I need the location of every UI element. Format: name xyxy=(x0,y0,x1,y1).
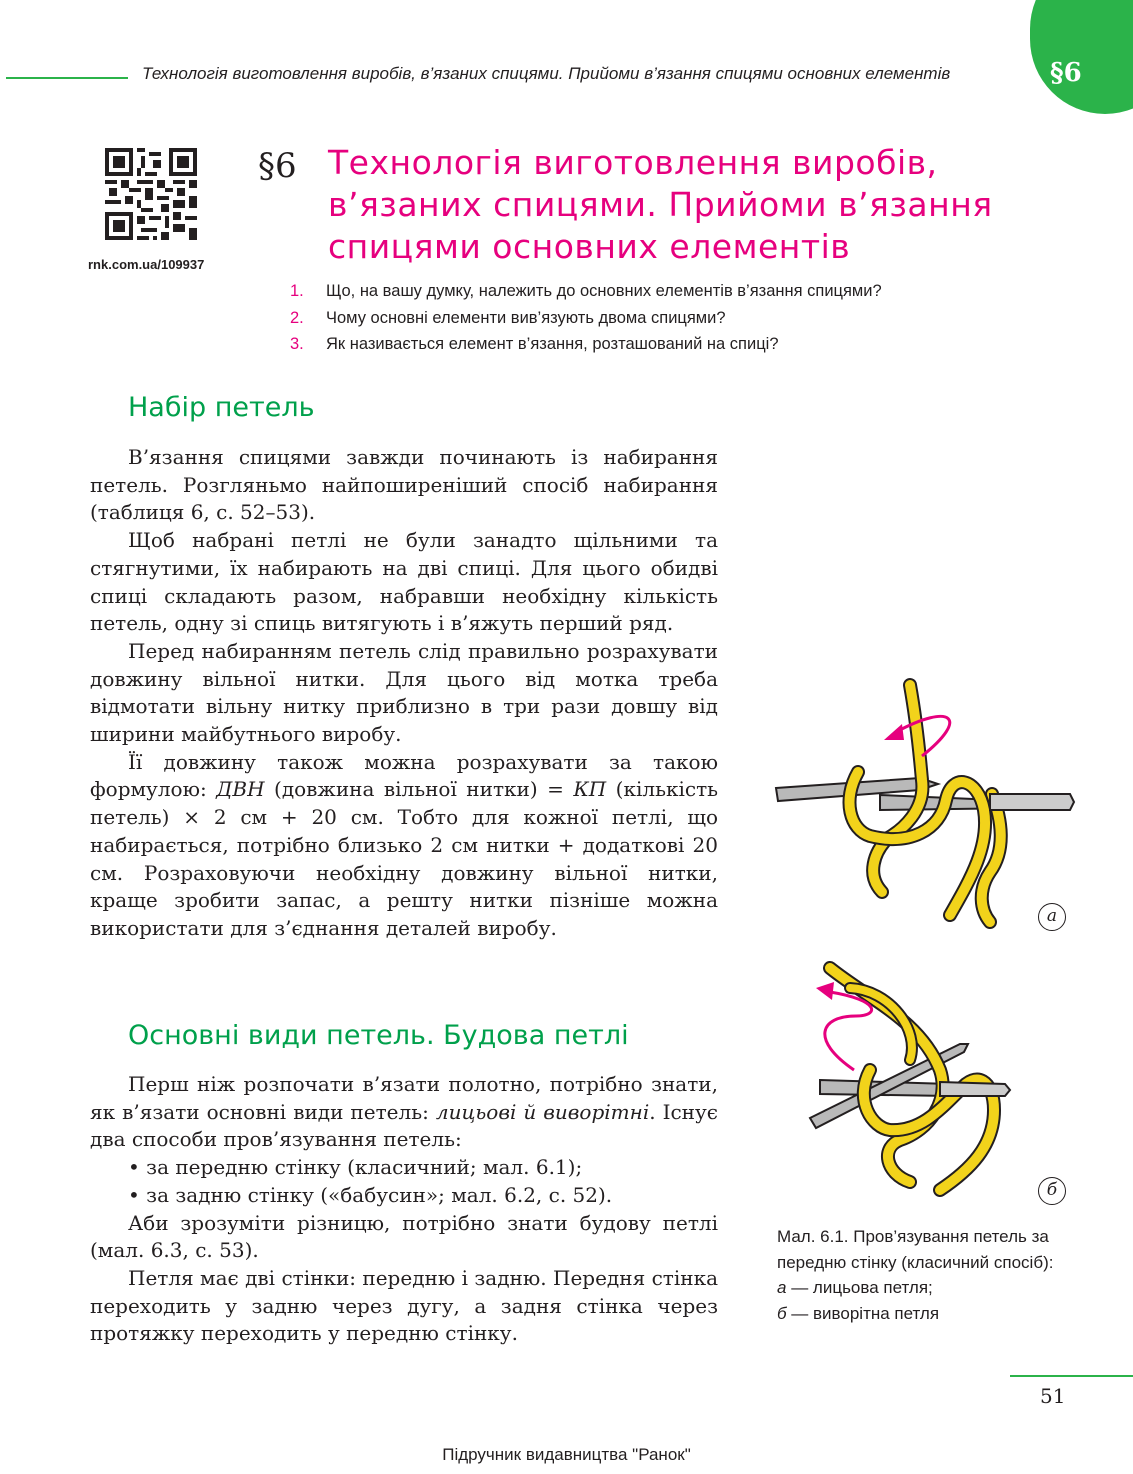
text: . Існує два способи пров’язування петель: xyxy=(90,1099,718,1152)
emphasis: лицьові й виворітні xyxy=(435,1099,650,1124)
caption-line-a xyxy=(777,1275,1077,1301)
footer-rule xyxy=(1010,1375,1133,1377)
header-rule xyxy=(6,77,128,79)
text: Перш ніж розпочати в’язати полотно, потрібно знати, як в’язати основні види петель: xyxy=(90,1072,718,1124)
section-badge: §6 xyxy=(1050,58,1082,88)
caption-title: Мал. 6.1. Пров’язування петель за передню стінку (класичний спосіб): xyxy=(777,1227,1054,1272)
running-title: Технологія виготовлення виробів, в’язаних спицями. Прийоми в’язання спицями основних елементів xyxy=(142,64,951,83)
question-number: 1. xyxy=(290,282,304,300)
figure-label-b: б xyxy=(1038,1177,1066,1205)
figure-caption xyxy=(777,1224,1077,1326)
paragraph: Аби зрозуміти різницю, потрібно знати будову петлі (мал. 6.3, с. 53). xyxy=(90,1210,718,1263)
qr-url[interactable]: rnk.com.ua/109937 xyxy=(88,257,205,272)
questions-list xyxy=(290,282,1050,362)
question-text: Що, на вашу думку, належить до основних елементів в’язання спицями? xyxy=(326,282,882,300)
caption-text: — лицьова петля; xyxy=(786,1278,933,1297)
caption-text: — виворітна петля xyxy=(786,1303,940,1323)
paragraph: Щоб набрані петлі не були занадто щільними та стягнутими, їх набирають на дві спиці. Для цього обидві спиці складають разом, набравши необхідну кількість петель, одну зі спиць витягують і в’яжуть перший ряд. xyxy=(90,528,718,636)
subsection-heading-cast-on: Набір петель xyxy=(128,392,315,423)
bullet-item: • за задню стінку («бабусин»; мал. 6.2, с. 52). xyxy=(128,1182,613,1207)
question-item xyxy=(290,282,1050,309)
question-number: 3. xyxy=(290,335,304,353)
publisher-note: Підручник видавництва "Ранок" xyxy=(442,1445,691,1464)
caption-line-b xyxy=(777,1301,1077,1327)
bullet-item: • за передню стінку (класичний; мал. 6.1); xyxy=(128,1155,583,1180)
subsection-heading-stitch-types: Основні види петель. Будова петлі xyxy=(128,1020,629,1051)
text: (кількість петель) × 2 см + 20 см. Тобто для кожної петлі, що набирається, потрібно близько 2 см нитки + додаткові 20 см. Розраховуючи необхідну довжину вільної нитки, краще зробити запас, а решту нитки пізніше можна використати для з’єднання деталей виробу. xyxy=(90,777,719,940)
paragraph xyxy=(90,1071,718,1154)
formula-term: ДВН xyxy=(216,777,265,802)
section-title: Технологія виготовлення виробів, в’язаних спицями. Прийоми в’язання спицями основних елементів xyxy=(328,143,993,266)
question-item xyxy=(290,309,1050,336)
subsection-body-stitch-types xyxy=(90,1071,718,1348)
knit-stitch-illustration xyxy=(770,660,1080,930)
qr-code-icon[interactable] xyxy=(105,148,197,240)
section-number: §6 xyxy=(258,146,297,186)
figure-label-a: а xyxy=(1038,903,1066,931)
caption-letter: а xyxy=(777,1278,787,1297)
caption-letter: б xyxy=(777,1303,787,1323)
question-text: Як називається елемент в’язання, розташований на спиці? xyxy=(326,335,779,353)
paragraph: Перед набиранням петель слід правильно розрахувати довжину вільної нитки. Для цього від мотка треба відмотати вільну нитку приблизно в три рази довшу від ширини майбутнього виробу. xyxy=(90,638,718,747)
formula-term: КП xyxy=(573,777,607,802)
section-badge-circle xyxy=(1030,0,1133,114)
question-number: 2. xyxy=(290,308,304,327)
text: (довжина вільної нитки) = xyxy=(264,777,574,802)
purl-stitch-illustration xyxy=(790,960,1030,1205)
subsection-body-cast-on xyxy=(90,444,718,943)
text: Її довжину також можна розрахувати за такою формулою: xyxy=(90,749,718,802)
question-item xyxy=(290,335,1050,362)
paragraph: В’язання спицями завжди починають із набирання петель. Розгляньмо найпоширеніший спосіб набирання (таблиця 6, с. 52–53). xyxy=(90,445,718,525)
question-text: Чому основні елементи вив’язують двома спицями? xyxy=(326,308,726,327)
paragraph: Петля має дві стінки: передню і задню. Передня стінка переходить у задню через дугу, а задня стінка через протяжку переходить у передню стінку. xyxy=(90,1265,718,1346)
page-number: 51 xyxy=(1040,1384,1066,1408)
formula-paragraph xyxy=(90,749,718,943)
